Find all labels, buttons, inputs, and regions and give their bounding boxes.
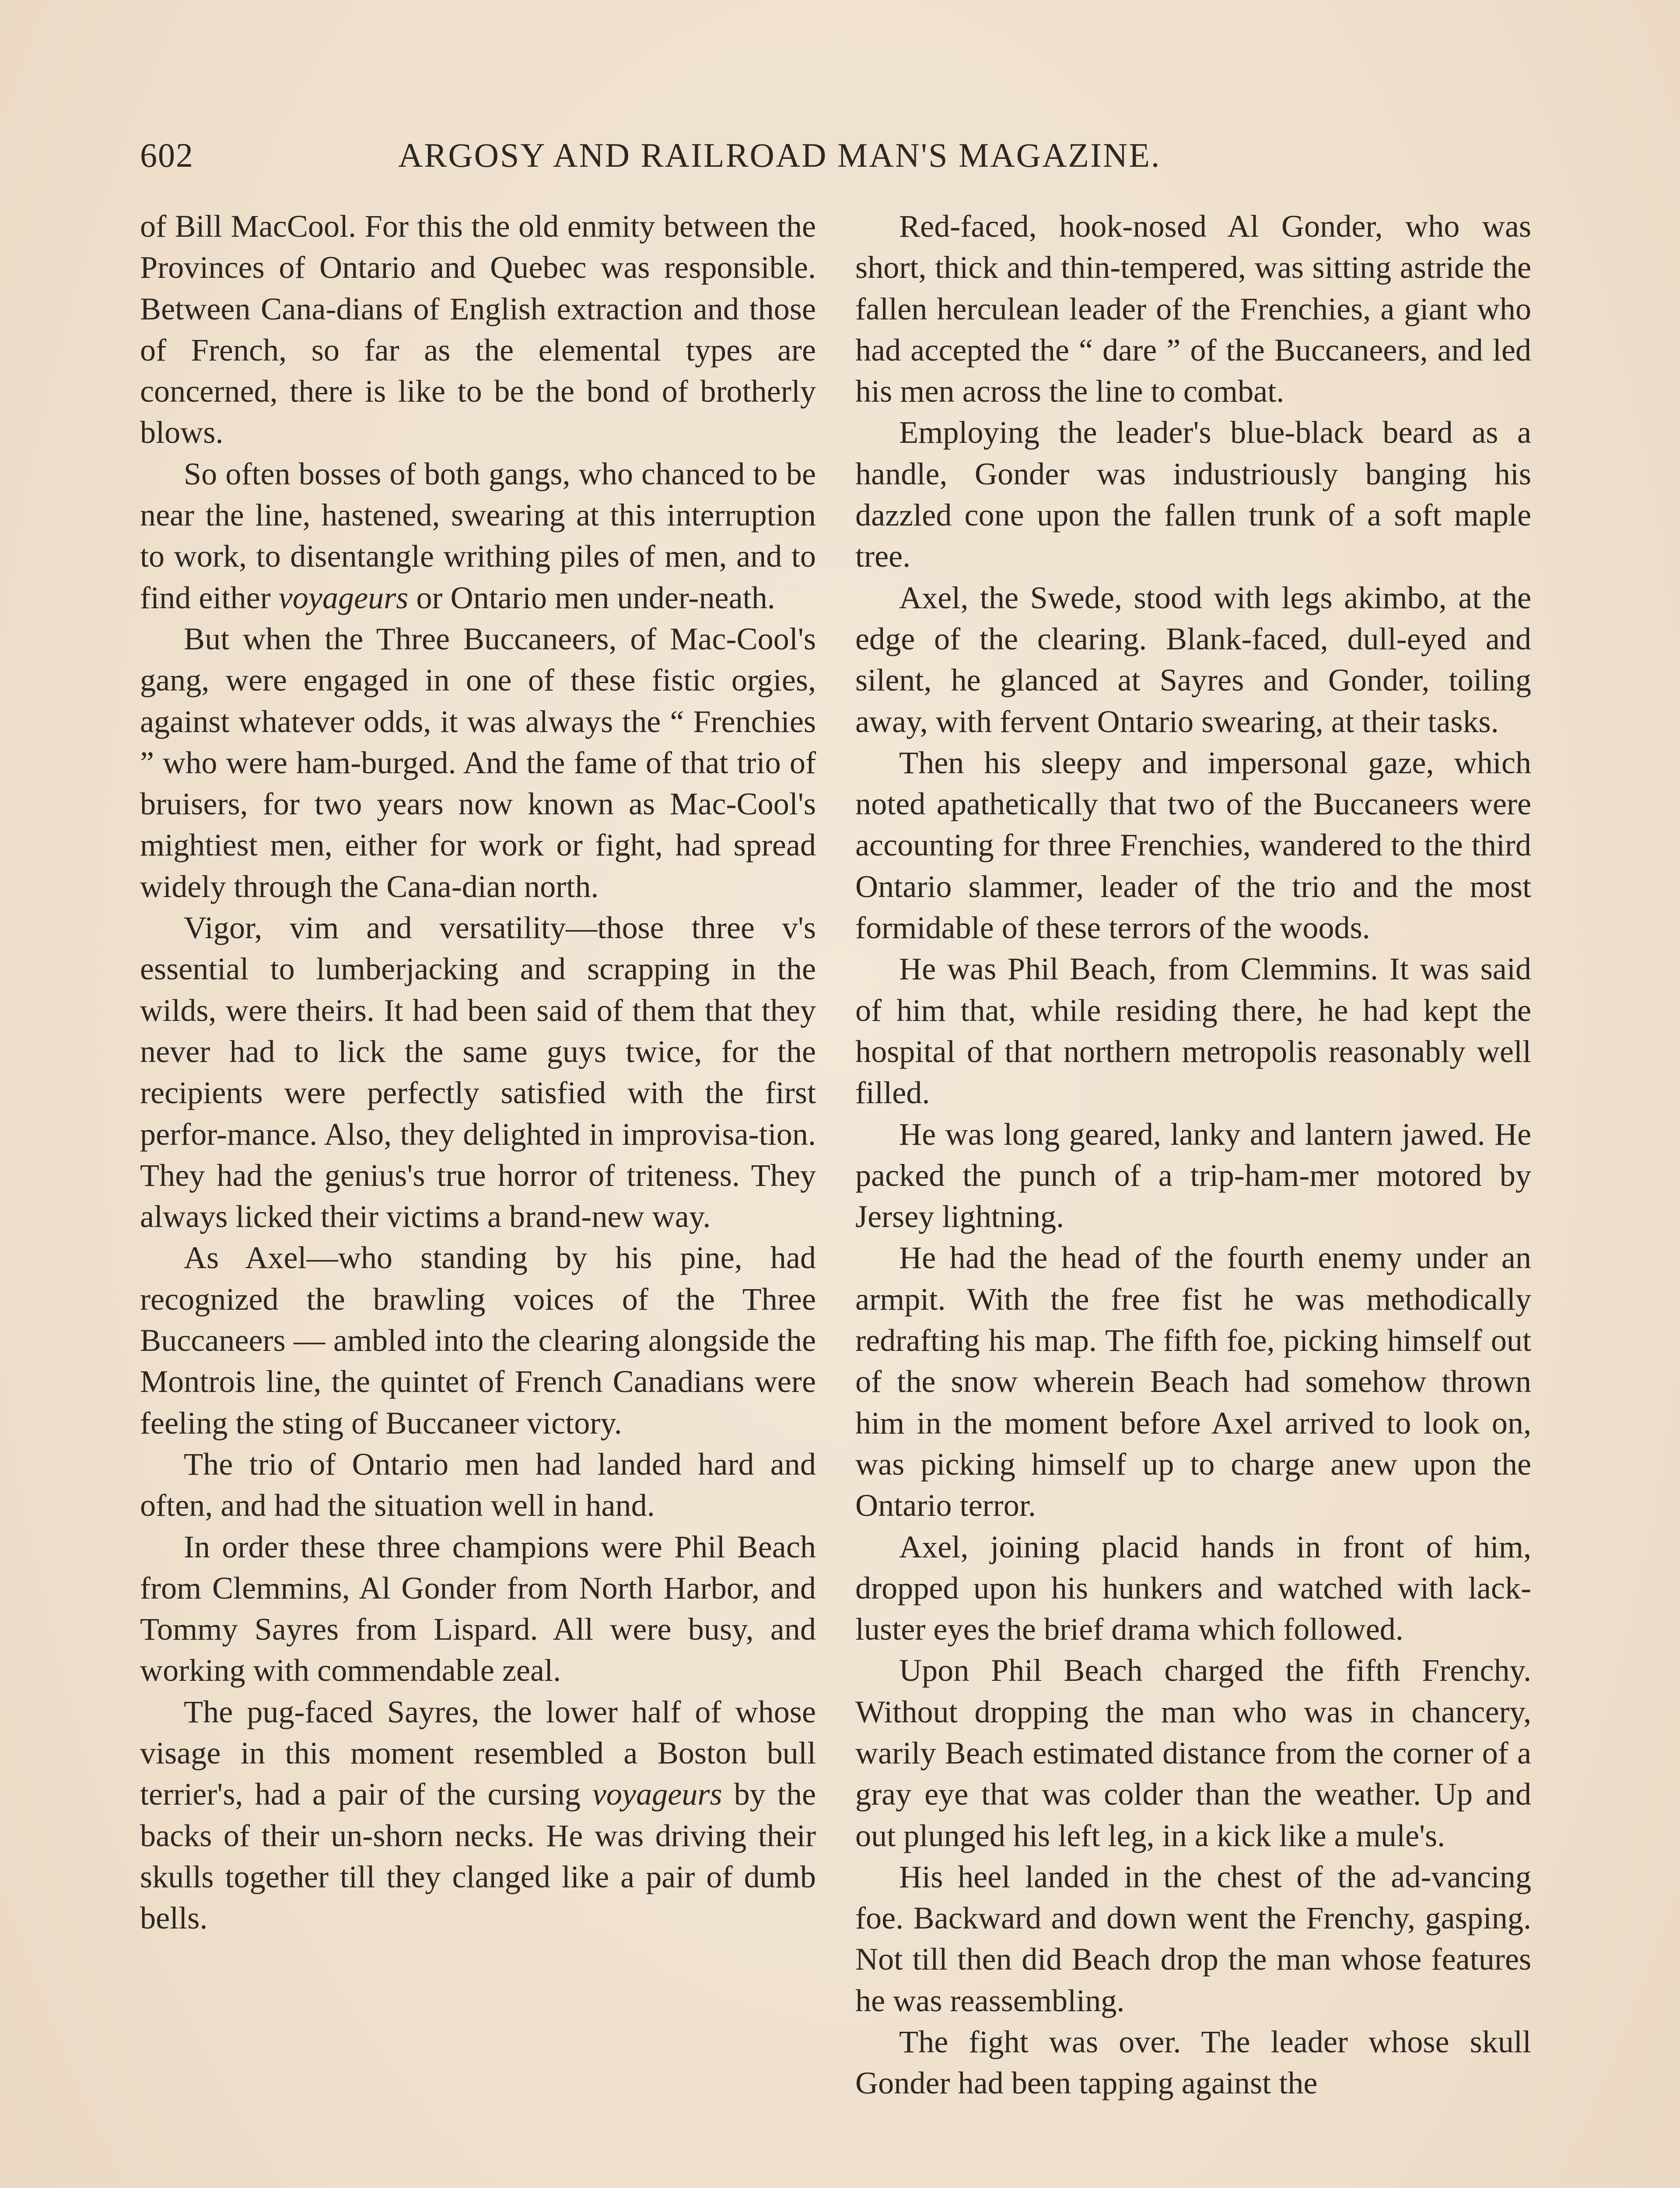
paragraph: His heel landed in the chest of the ad-vancing foe. Backward and down went the Frenchy, gasping. Not till then did Beach drop the man whose features he was reassembling.	[855, 1859, 1531, 2018]
paragraph: The fight was over. The leader whose skull Gonder had been tapping against the	[855, 2024, 1531, 2101]
paragraph: So often bosses of both gangs, who chanced to be near the line, hastened, swearing at this interruption to work, to disentangle writhing piles of men, and to find either voyageurs or Ontario men under-neath.	[140, 456, 816, 615]
paragraph: The pug-faced Sayres, the lower half of whose visage in this moment resembled a Boston bull terrier's, had a pair of the cursing voyageurs by the backs of their un-shorn necks. He was driving their skulls together till they clanged like a pair of dumb bells.	[140, 1694, 816, 1936]
paragraph: The trio of Ontario men had landed hard and often, and had the situation well in hand.	[140, 1446, 816, 1523]
right-column	[855, 206, 1531, 2104]
left-column	[140, 206, 816, 1939]
paragraph: Vigor, vim and versatility—those three v's essential to lumberjacking and scrapping in the wilds, were theirs. It had been said of them that they never had to lick the same guys twice, for the recipients were perfectly satisfied with the first perfor-mance. Also, they delighted in improvisa-tion. They had the genius's true horror of triteness. They always licked their victims a brand-new way.	[140, 910, 816, 1234]
paragraph: Red-faced, hook-nosed Al Gonder, who was short, thick and thin-tempered, was sitting astride the fallen herculean leader of the Frenchies, a giant who had accepted the “ dare ” of the Buccaneers, and led his men across the line to combat.	[855, 209, 1531, 409]
paragraph: He was Phil Beach, from Clemmins. It was said of him that, while residing there, he had kept the hospital of that northern metropolis reasonably well filled.	[855, 951, 1531, 1111]
paragraph: Axel, the Swede, stood with legs akimbo, at the edge of the clearing. Blank-faced, dull-eyed and silent, he glanced at Sayres and Gonder, toiling away, with fervent Ontario swearing, at their tasks.	[855, 580, 1531, 739]
paragraph: of Bill MacCool. For this the old enmity between the Provinces of Ontario and Quebec was responsible. Between Cana-dians of English extraction and those of French, so far as the elemental types are concerned, there is like to be the bond of brotherly blows.	[140, 209, 816, 450]
page-header	[140, 131, 1531, 179]
paragraph: But when the Three Buccaneers, of Mac-Cool's gang, were engaged in one of these fistic orgies, against whatever odds, it was always the “ Frenchies ” who were ham-burged. And the fame of that trio of bruisers, for two years now known as Mac-Cool's mightiest men, either for work or fight, had spread widely through the Cana-dian north.	[140, 621, 816, 904]
paragraph: Axel, joining placid hands in front of him, dropped upon his hunkers and watched with lack-luster eyes the brief drama which followed.	[855, 1529, 1531, 1647]
page-number: 602	[140, 136, 194, 174]
paragraph: He was long geared, lanky and lantern jawed. He packed the punch of a trip-ham-mer motored by Jersey lightning.	[855, 1116, 1531, 1234]
paragraph: As Axel—who standing by his pine, had recognized the brawling voices of the Three Buccaneers — ambled into the clearing alongside the Montrois line, the quintet of French Canadians were feeling the sting of Buccaneer victory.	[140, 1240, 816, 1441]
paragraph: In order these three champions were Phil Beach from Clemmins, Al Gonder from North Harbor, and Tommy Sayres from Lispard. All were busy, and working with commendable zeal.	[140, 1529, 816, 1688]
italic-word: voyageurs	[592, 1777, 722, 1812]
paragraph: Employing the leader's blue-black beard as a handle, Gonder was industriously banging his dazzled cone upon the fallen trunk of a soft maple tree.	[855, 415, 1531, 574]
italic-word: voyageurs	[278, 580, 409, 615]
paragraph: He had the head of the fourth enemy under an armpit. With the free fist he was methodically redrafting his map. The fifth foe, picking himself out of the snow wherein Beach had somehow thrown him in the moment before Axel arrived to look on, was picking himself up to charge anew upon the Ontario terror.	[855, 1240, 1531, 1523]
paragraph: Then his sleepy and impersonal gaze, which noted apathetically that two of the Buccaneers were accounting for three Frenchies, wandered to the third Ontario slammer, leader of the trio and the most formidable of these terrors of the woods.	[855, 745, 1531, 946]
paragraph: Upon Phil Beach charged the fifth Frenchy. Without dropping the man who was in chancery, warily Beach estimated distance from the corner of a gray eye that was colder than the weather. Up and out plunged his left leg, in a kick like a mule's.	[855, 1653, 1531, 1853]
running-title: ARGOSY AND RAILROAD MAN'S MAGAZINE.	[398, 136, 1161, 174]
